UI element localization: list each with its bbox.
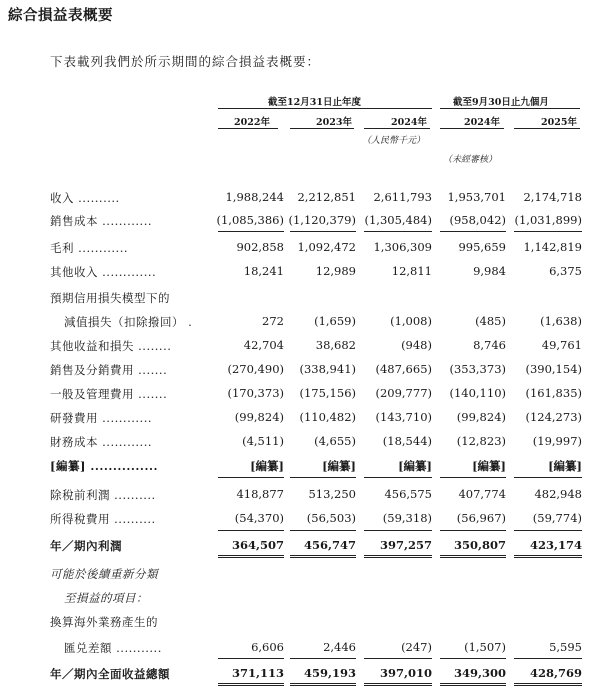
dot-leader: ............: [98, 214, 153, 228]
row-value: (1,638): [540, 314, 582, 328]
row-value: 1,142,819: [523, 240, 582, 254]
dot-leader: ..........: [110, 512, 156, 526]
row-value: 9,984: [473, 264, 506, 278]
row-label-text: 年／期內全面收益總額: [50, 667, 170, 681]
row-value: (18,544): [382, 434, 432, 448]
row-value: (161,835): [525, 386, 582, 400]
row-value: (99,824): [234, 410, 284, 424]
row-value: 428,769: [529, 666, 582, 680]
row-value: 459,193: [303, 666, 356, 680]
row-value: 12,989: [315, 264, 356, 278]
row-value: (948): [401, 338, 432, 352]
admin-expenses-row-label: [50, 386, 167, 402]
dot-leader: ............: [74, 241, 129, 255]
subtotal-rule: [290, 231, 356, 232]
row-value: 349,300: [453, 666, 506, 680]
subtotal-rule: [364, 231, 432, 232]
year-underline: [218, 128, 278, 129]
row-value: 6,375: [549, 264, 582, 278]
row-value: 2,174,718: [523, 190, 582, 204]
row-value: (56,503): [306, 511, 356, 525]
finance-costs-row-label: [50, 434, 152, 450]
row-value: [編纂]: [398, 459, 432, 473]
row-value: 418,877: [236, 487, 284, 501]
header-group-nine-months: 截至9月30日止九個月: [453, 97, 549, 108]
row-value: (59,774): [532, 511, 582, 525]
row-value: 456,575: [384, 487, 432, 501]
row-label-text: 研發費用: [50, 411, 98, 425]
row-value: 456,747: [303, 538, 356, 552]
impairment-row-label: [64, 314, 192, 330]
row-value: 38,682: [315, 338, 356, 352]
subtotal-rule: [218, 658, 284, 659]
translation-row-label-label: [50, 614, 158, 630]
row-value: 364,507: [231, 538, 284, 552]
dot-leader: ...............: [85, 459, 158, 473]
subtotal-rule: [514, 231, 582, 232]
row-value: 6,606: [251, 640, 284, 654]
revenue-row-label: [50, 190, 120, 206]
total-double-rule: [514, 555, 582, 558]
subtotal-rule: [514, 477, 582, 478]
row-value: (175,156): [299, 386, 356, 400]
row-label-text: 匯兑差額: [64, 641, 112, 655]
row-value: 1,306,309: [373, 240, 432, 254]
total-double-rule: [290, 555, 356, 558]
row-label-text: 所得稅費用: [50, 512, 110, 526]
row-value: [編纂]: [548, 459, 582, 473]
row-value: (143,710): [375, 410, 432, 424]
subtotal-rule: [218, 477, 284, 478]
subtotal-rule: [290, 477, 356, 478]
header-group-year-end: 截至12月31日止年度: [268, 97, 361, 108]
row-value: (485): [475, 314, 506, 328]
row-value: (59,318): [382, 511, 432, 525]
row-value: 42,704: [243, 338, 284, 352]
subtotal-rule: [364, 530, 432, 531]
dot-leader: ............: [98, 435, 153, 449]
row-value: (140,110): [449, 386, 506, 400]
row-value: 5,595: [549, 640, 582, 654]
row-label-text: 毛利: [50, 241, 74, 255]
subtotal-rule: [440, 658, 506, 659]
row-value: 995,659: [458, 240, 506, 254]
subtotal-rule: [218, 231, 284, 232]
row-value: (12,823): [456, 434, 506, 448]
subtotal-rule: [514, 530, 582, 531]
row-value: 407,774: [458, 487, 506, 501]
row-label-text: 財務成本: [50, 435, 98, 449]
row-value: 1,092,472: [297, 240, 356, 254]
subtotal-rule: [364, 658, 432, 659]
row-value: 18,241: [243, 264, 284, 278]
row-value: (170,373): [227, 386, 284, 400]
dot-leader: ............: [98, 411, 153, 425]
row-label-text: 年／期內利潤: [50, 539, 122, 553]
section-title: 綜合損益表概要: [8, 7, 113, 24]
selling-expenses-row-label: [50, 362, 167, 378]
subtotal-rule: [440, 231, 506, 232]
dot-leader: ..........: [110, 488, 156, 502]
subtotal-rule: [290, 658, 356, 659]
row-value: (19,997): [532, 434, 582, 448]
row-value: (110,482): [299, 410, 356, 424]
row-value: 12,811: [391, 264, 432, 278]
intro-text: 下表載列我們於所示期間的綜合損益表概要：: [50, 54, 321, 69]
row-value: 2,446: [323, 640, 356, 654]
year-underline: [290, 128, 354, 129]
row-value: (99,824): [456, 410, 506, 424]
row-value: (487,665): [375, 362, 432, 376]
dot-leader: .......: [134, 363, 168, 377]
row-value: (390,154): [525, 362, 582, 376]
row-value: (1,031,899): [514, 213, 582, 227]
row-value: (270,490): [227, 362, 284, 376]
header-group-underline: [218, 108, 432, 109]
row-label-text: [編纂]: [50, 459, 86, 473]
total-double-rule: [218, 555, 284, 558]
row-value: 1,953,701: [447, 190, 506, 204]
row-label-text: 一般及管理費用: [50, 387, 134, 401]
row-value: (1,507): [464, 640, 506, 654]
reclassify-row-label-2-label: [64, 590, 148, 606]
year-header: 2022年: [234, 117, 270, 128]
row-value: (1,659): [314, 314, 356, 328]
row-value: 371,113: [231, 666, 284, 680]
year-header: 2024年: [391, 117, 427, 128]
row-label-text: 銷售及分銷費用: [50, 363, 134, 377]
row-value: [編纂]: [322, 459, 356, 473]
row-label-text: 收入: [50, 191, 74, 205]
row-value: 482,948: [534, 487, 582, 501]
year-underline: [440, 128, 504, 129]
dot-leader: .............: [98, 265, 157, 279]
row-value: 2,212,851: [297, 190, 356, 204]
row-value: (958,042): [449, 213, 506, 227]
exchange-diff-row-label: [64, 640, 162, 656]
subtotal-rule: [440, 530, 506, 531]
row-value: (54,370): [234, 511, 284, 525]
other-income-row-label: [50, 264, 156, 280]
row-value: (209,777): [375, 386, 432, 400]
year-header: 2025年: [541, 117, 577, 128]
other-gains-row-label: [50, 338, 171, 354]
subtotal-rule: [218, 530, 284, 531]
dot-leader: ...........: [112, 641, 162, 655]
row-value: 8,746: [473, 338, 506, 352]
dot-leader: ........: [134, 339, 172, 353]
gross-profit-row-label: [50, 240, 128, 256]
row-value: 397,257: [379, 538, 432, 552]
row-value: 513,250: [308, 487, 356, 501]
row-label-text: 至損益的項目：: [64, 591, 148, 605]
ecl-row-label-label: [50, 290, 170, 306]
row-value: [編纂]: [472, 459, 506, 473]
dot-leader: .......: [134, 387, 168, 401]
row-value: (1,120,379): [288, 213, 356, 227]
unaudited-note: （未經審核）: [443, 155, 498, 165]
dot-leader: ..........: [74, 191, 120, 205]
cost-of-sales-row-label: [50, 213, 152, 229]
row-label-text: 減值損失（扣除撥回）: [64, 315, 184, 329]
row-value: (4,511): [242, 434, 284, 448]
row-value: (1,008): [390, 314, 432, 328]
year-underline: [364, 128, 430, 129]
row-value: [編纂]: [250, 459, 284, 473]
year-header: 2024年: [464, 117, 500, 128]
total-comprehensive-income-row-label: [50, 666, 170, 682]
income-tax-row-label: [50, 511, 156, 527]
profit-before-tax-row-label: [50, 487, 156, 503]
subtotal-rule: [514, 658, 582, 659]
year-header: 2023年: [316, 117, 352, 128]
profit-for-period-row-label: [50, 538, 122, 554]
row-value: (338,941): [299, 362, 356, 376]
total-double-rule: [364, 683, 432, 686]
row-label-text: 其他收入: [50, 265, 98, 279]
row-value: (4,655): [314, 434, 356, 448]
year-underline: [514, 128, 580, 129]
row-value: 423,174: [529, 538, 582, 552]
total-double-rule: [440, 683, 506, 686]
row-value: 272: [262, 314, 284, 328]
subtotal-rule: [364, 477, 432, 478]
reclassify-row-label-label: [50, 566, 158, 582]
row-value: 350,807: [453, 538, 506, 552]
dot-leader: .: [184, 315, 193, 329]
subtotal-rule: [290, 530, 356, 531]
row-value: (1,085,386): [216, 213, 284, 227]
row-label-text: 換算海外業務產生的: [50, 615, 158, 629]
total-double-rule: [290, 683, 356, 686]
row-value: (353,373): [449, 362, 506, 376]
row-value: (56,967): [456, 511, 506, 525]
subtotal-rule: [440, 477, 506, 478]
total-double-rule: [218, 683, 284, 686]
redacted-row-label: [50, 458, 158, 474]
row-value: (247): [401, 640, 432, 654]
row-value: 49,761: [541, 338, 582, 352]
row-label-text: 預期信用損失模型下的: [50, 291, 170, 305]
row-value: (1,305,484): [364, 213, 432, 227]
row-label-text: 可能於後續重新分類: [50, 567, 158, 581]
currency-note: （人民幣千元）: [362, 136, 426, 146]
row-value: 1,988,244: [225, 190, 284, 204]
total-double-rule: [440, 555, 506, 558]
row-label-text: 除稅前利潤: [50, 488, 110, 502]
row-value: 902,858: [236, 240, 284, 254]
row-value: 2,611,793: [373, 190, 432, 204]
total-double-rule: [514, 683, 582, 686]
header-group-underline: [440, 108, 580, 109]
total-double-rule: [364, 555, 432, 558]
row-value: (124,273): [525, 410, 582, 424]
rd-expenses-row-label: [50, 410, 152, 426]
row-label-text: 其他收益和損失: [50, 339, 134, 353]
row-value: 397,010: [379, 666, 432, 680]
row-label-text: 銷售成本: [50, 214, 98, 228]
